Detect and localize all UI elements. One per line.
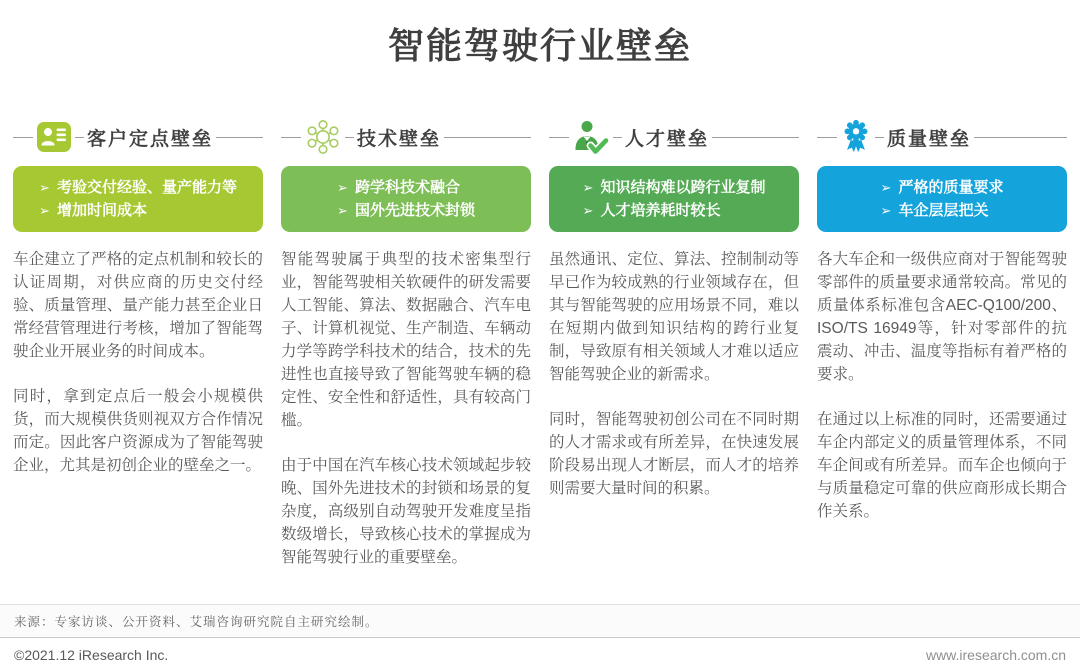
source-text: 来源：专家访谈、公开资料、艾瑞咨询研究院自主研究绘制。 [14, 615, 379, 629]
bullet-item [583, 176, 766, 199]
column-header [549, 116, 799, 158]
divider-line [974, 137, 1067, 138]
column-customer-barrier [13, 116, 263, 604]
divider-line [712, 137, 799, 138]
divider-line [444, 137, 531, 138]
arrow-bullet-icon: ➢ [39, 180, 50, 195]
paragraph: 各大车企和一级供应商对于智能驾驶零部件的质量要求通常较高。常见的质量体系标准包含AEC-Q100/200、ISO/TS 16949等，针对零部件的抗震动、冲击、温度等指标有着严格的要求。 [817, 251, 1067, 383]
column-body [549, 248, 799, 522]
bullet-text: 国外先进技术封锁 [354, 202, 475, 219]
highlight-box [13, 166, 263, 232]
bullet-text: 跨学科技术融合 [354, 179, 460, 196]
bullet-text: 严格的质量要求 [898, 179, 1004, 196]
column-talent-barrier [549, 116, 799, 604]
arrow-bullet-icon: ➢ [337, 203, 348, 218]
column-header [13, 116, 263, 158]
footer-bar [0, 637, 1080, 672]
paragraph: 智能驾驶属于典型的技术密集型行业，智能驾驶相关软硬件的研发需要人工智能、算法、数据融合、汽车电子、计算机视觉、生产制造、车辆动力学等跨学科技术的结合，技术的先进性也直接导致了智能驾驶车辆的稳定性、安全性和舒适性，具有较高门槛。 [281, 251, 531, 429]
arrow-bullet-icon: ➢ [880, 180, 892, 195]
divider-line [216, 137, 263, 138]
bullet-text: 车企层层把关 [898, 202, 989, 219]
divider-line [345, 137, 354, 138]
column-header [817, 116, 1067, 158]
paragraph: 同时，拿到定点后一般会小规模供货，而大规模供货则视双方合作情况而定。因此客户资源成为了智能驾驶企业，尤其是初创企业的壁垒之一。 [13, 388, 263, 474]
divider-line [13, 137, 33, 138]
copyright-text: ©2021.12 iResearch Inc. [14, 647, 169, 663]
paragraph: 由于中国在汽车核心技术领域起步较晚、国外先进技术的封锁和场景的复杂度，高级别自动驾驶开发难度呈指数级增长，导致核心技术的掌握成为智能驾驶行业的重要壁垒。 [281, 457, 531, 566]
column-title: 技术壁垒 [357, 128, 442, 150]
divider-line [875, 137, 884, 138]
page-title: 智能驾驶行业壁垒 [387, 25, 692, 66]
highlight-box [817, 166, 1067, 232]
bullet-item [39, 199, 237, 222]
bullet-item [337, 199, 475, 222]
arrow-bullet-icon: ➢ [880, 203, 892, 218]
bullet-item [583, 199, 766, 222]
divider-line [281, 137, 301, 138]
bullet-text: 增加时间成本 [56, 202, 147, 219]
paragraph: 虽然通讯、定位、算法、控制制动等早已作为较成熟的行业领域存在，但其与智能驾驶的应用场景不同，难以在短期内做到知识结构的跨行业复制，导致原有相关领域人才难以适应智能驾驶企业的新需求。 [549, 251, 799, 383]
column-header [281, 116, 531, 158]
column-body [281, 248, 531, 591]
arrow-bullet-icon: ➢ [337, 180, 348, 195]
arrow-bullet-icon: ➢ [582, 180, 594, 195]
paragraph: 车企建立了严格的定点机制和较长的认证周期，对供应商的历史交付经验、质量管理、量产能力甚至企业日常经营管理进行考核，增加了智能驾驶企业开展业务的时间成本。 [13, 251, 263, 360]
divider-line [75, 137, 84, 138]
arrow-bullet-icon: ➢ [39, 203, 50, 218]
bullet-text: 知识结构难以跨行业复制 [600, 179, 766, 196]
person-check-icon [569, 118, 613, 156]
bullet-item [881, 199, 1004, 222]
bullet-text: 人才培养耗时较长 [600, 202, 721, 219]
column-body [13, 248, 263, 499]
column-body [817, 248, 1067, 545]
highlight-box [281, 166, 531, 232]
bullet-item [337, 176, 475, 199]
source-note [0, 604, 1080, 637]
paragraph: 在通过以上标准的同时，还需要通过车企内部定义的质量管理体系，不同车企间或有所差异。而车企也倾向于与质量稳定可靠的供应商形成长期合作关系。 [817, 411, 1067, 520]
medal-icon [837, 118, 875, 156]
divider-line [613, 137, 622, 138]
paragraph: 同时，智能驾驶初创公司在不同时期的人才需求或有所差异，在快速发展阶段易出现人才断层，而人才的培养则需要大量时间的积累。 [549, 411, 799, 497]
column-title: 人才壁垒 [625, 128, 710, 150]
divider-line [817, 137, 837, 138]
column-quality-barrier [817, 116, 1067, 604]
molecule-icon [301, 118, 345, 156]
bullet-item [881, 176, 1004, 199]
highlight-box [549, 166, 799, 232]
column-title: 质量壁垒 [887, 128, 972, 150]
website-link: www.iresearch.com.cn [925, 647, 1066, 663]
divider-line [549, 137, 569, 138]
contact-card-icon [33, 119, 75, 155]
arrow-bullet-icon: ➢ [582, 203, 594, 218]
bullet-text: 考验交付经验、量产能力等 [56, 179, 237, 196]
column-title: 客户定点壁垒 [87, 128, 214, 150]
bullet-item [39, 176, 237, 199]
columns-container [0, 82, 1080, 604]
column-technology-barrier [281, 116, 531, 604]
